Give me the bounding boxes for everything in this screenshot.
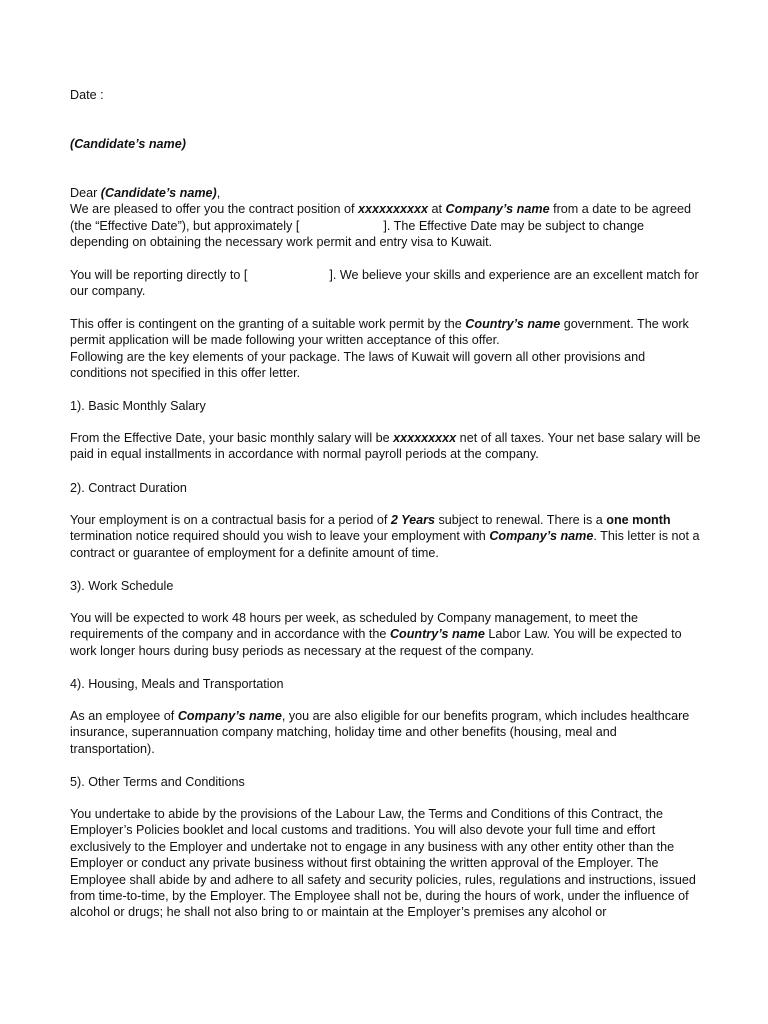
salary-amount-placeholder: xxxxxxxxx: [393, 431, 457, 445]
duration-heading: 2). Contract Duration: [70, 481, 187, 495]
offer-text: at: [428, 202, 446, 217]
duration-text: Your employment is on a contractual basis for a period of: [70, 513, 391, 527]
candidate-name-heading: (Candidate’s name): [70, 137, 186, 151]
contract-period: 2 Years: [390, 513, 435, 527]
work-permit-paragraph: [70, 316, 702, 382]
housing-text: , you are also eligible for our benefits program, which includes healthcare insurance, superannuation company matching, holiday time and other benefits (housing, meal and transportation).: [70, 709, 690, 756]
housing-text: As an employee of: [70, 709, 178, 723]
duration-text: termination notice required should you wish to leave your employment with: [70, 529, 490, 544]
permit-text: This offer is contingent on the granting of a suitable work permit by the: [70, 317, 466, 331]
offer-text: from a date to be agreed (the “Effective Date”), but approximately [: [70, 202, 692, 233]
offer-text: We are pleased to offer you the contract position of: [70, 202, 358, 217]
schedule-paragraph: [70, 610, 702, 659]
package-text: Following are the key elements of your package. The laws of Kuwait will govern all other provisions and conditions not specified in this offer letter.: [70, 349, 646, 381]
notice-period: one month: [606, 513, 671, 527]
duration-text: . This letter is not a contract or guarantee of employment for a definite amount of time.: [70, 529, 700, 560]
terms-paragraph: You undertake to abide by the provisions of the Labour Law, the Terms and Conditions of this Contract, the Employer’s Policies booklet and local customs and traditions. You will also devote your full time and effort exclusively to the Employer and undertake not to engage in any business with any other entity other than the Employer or conduct any private business without first obtaining the written approval of the Employer. The Employee shall abide by and adhere to all safety and security policies, rules, regulations and instructions, issued from time-to-time, by the Employer. The Employee shall not be, during the hours of work, under the influence of alcohol or drugs; he shall not also bring to or maintain at the Employer’s premises any alcohol or: [70, 807, 696, 920]
reporting-text: ]. We believe your skills and experience are an excellent match for our company.: [70, 268, 699, 299]
salary-heading: 1). Basic Monthly Salary: [70, 399, 206, 413]
company-name: Company’s name: [177, 709, 282, 723]
schedule-text: You will be expected to work 48 hours per week, as scheduled by Company management, to meet the requirements of the company and in accordance with the: [70, 611, 638, 642]
position-placeholder: xxxxxxxxxx: [357, 202, 429, 217]
intro-paragraph: [70, 185, 702, 251]
schedule-text: Labor Law. You will be expected to work longer hours during busy periods as necessary at the request of the company.: [70, 627, 682, 658]
salary-text: net of all taxes. Your net base salary will be paid in equal installments in accordance with normal payroll periods at the company.: [70, 431, 701, 462]
salary-paragraph: [70, 430, 702, 463]
reporting-text: You will be reporting directly to [: [70, 268, 248, 282]
greeting-prefix: Dear: [70, 186, 101, 200]
company-name: Company’s name: [489, 529, 594, 544]
duration-paragraph: [70, 512, 702, 561]
permit-text: government. The work permit application will be made following your written acceptance of this offer.: [70, 317, 689, 348]
company-name: Company’s name: [445, 202, 550, 217]
duration-text: subject to renewal. There is a: [434, 513, 607, 527]
greeting-candidate-name: (Candidate’s name): [100, 186, 217, 200]
greeting-suffix: ,: [216, 186, 221, 200]
housing-heading: 4). Housing, Meals and Transportation: [70, 677, 284, 691]
country-name: Country’s name: [389, 627, 485, 642]
housing-paragraph: [70, 708, 702, 757]
salary-text: From the Effective Date, your basic monthly salary will be: [70, 431, 394, 445]
date-line: Date :: [70, 88, 104, 102]
offer-text: ]. The Effective Date may be subject to change depending on obtaining the necessary work permit and entry visa to Kuwait.: [70, 218, 645, 250]
schedule-heading: 3). Work Schedule: [70, 579, 174, 593]
country-name: Country’s name: [465, 317, 561, 331]
reporting-paragraph: [70, 267, 702, 300]
terms-heading: 5). Other Terms and Conditions: [70, 775, 245, 789]
